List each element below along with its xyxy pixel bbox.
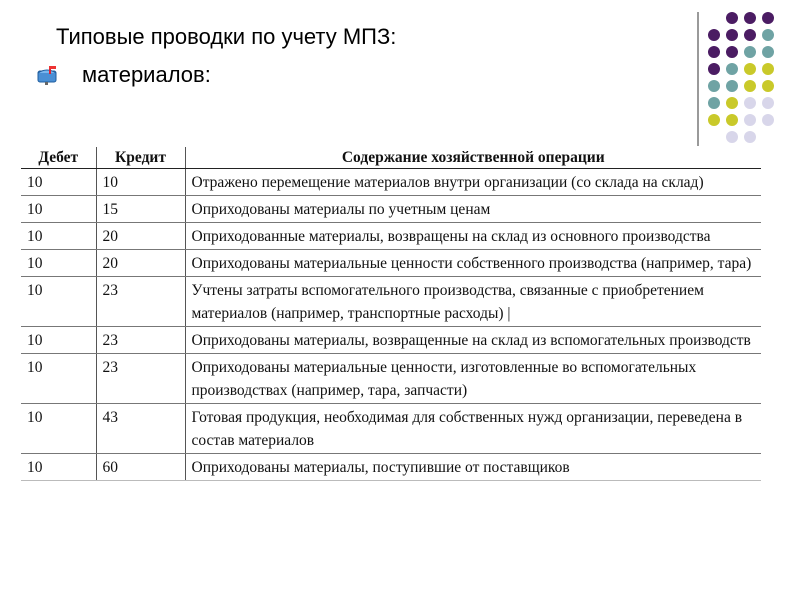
decor-dot bbox=[762, 12, 774, 24]
decor-dot bbox=[726, 80, 738, 92]
table-row bbox=[21, 250, 761, 277]
cell-credit: 43 bbox=[96, 404, 185, 454]
decor-dot bbox=[708, 29, 720, 41]
cell-debit: 10 bbox=[21, 250, 96, 277]
decor-dot bbox=[708, 80, 720, 92]
cell-debit: 10 bbox=[21, 223, 96, 250]
decor-dot bbox=[762, 114, 774, 126]
cell-credit: 10 bbox=[96, 169, 185, 196]
decor-dot bbox=[726, 29, 738, 41]
decor-dot bbox=[726, 131, 738, 143]
cell-operation: Оприходованы материалы по учетным ценам bbox=[185, 196, 761, 223]
cell-operation: Оприходованы материалы, возвращенные на склад из вспомогательных производств bbox=[185, 327, 761, 354]
cell-debit: 10 bbox=[21, 454, 96, 481]
cell-credit: 20 bbox=[96, 223, 185, 250]
decor-dot bbox=[744, 29, 756, 41]
cell-credit: 23 bbox=[96, 327, 185, 354]
slide-title: Типовые проводки по учету МПЗ: bbox=[56, 24, 397, 49]
postings-table bbox=[21, 147, 761, 481]
decor-dot bbox=[744, 80, 756, 92]
decor-dot bbox=[726, 114, 738, 126]
table-row bbox=[21, 223, 761, 250]
cell-operation: Оприходованы материалы, поступившие от поставщиков bbox=[185, 454, 761, 481]
cell-operation: Учтены затраты вспомогательного производства, связанные с приобретением материалов (например, транспортные расходы) | bbox=[185, 277, 761, 327]
cell-credit: 15 bbox=[96, 196, 185, 223]
table-row bbox=[21, 454, 761, 481]
table-header-row bbox=[21, 147, 761, 169]
bullet-line bbox=[36, 62, 211, 88]
table-row bbox=[21, 404, 761, 454]
mailbox-icon bbox=[36, 65, 60, 85]
header-credit: Кредит bbox=[96, 147, 185, 169]
decor-dot bbox=[708, 114, 720, 126]
cell-debit: 10 bbox=[21, 327, 96, 354]
cell-debit: 10 bbox=[21, 354, 96, 404]
decor-dot bbox=[708, 46, 720, 58]
table-row bbox=[21, 354, 761, 404]
decor-dot bbox=[744, 12, 756, 24]
cell-operation: Оприходованы материальные ценности, изготовленные во вспомогательных производствах (например, тара, запчасти) bbox=[185, 354, 761, 404]
decor-dot bbox=[762, 97, 774, 109]
decor-dot bbox=[762, 46, 774, 58]
decor-dot bbox=[726, 97, 738, 109]
cell-operation: Отражено перемещение материалов внутри организации (со склада на склад) bbox=[185, 169, 761, 196]
decor-dot bbox=[744, 131, 756, 143]
decor-dot bbox=[744, 97, 756, 109]
table-row bbox=[21, 327, 761, 354]
decor-dot bbox=[726, 63, 738, 75]
decor-dot bbox=[726, 12, 738, 24]
cell-operation: Оприходованы материальные ценности собственного производства (например, тара) bbox=[185, 250, 761, 277]
cell-credit: 20 bbox=[96, 250, 185, 277]
decor-dot bbox=[744, 63, 756, 75]
cell-credit: 60 bbox=[96, 454, 185, 481]
table-row bbox=[21, 169, 761, 196]
cell-debit: 10 bbox=[21, 169, 96, 196]
cell-credit: 23 bbox=[96, 277, 185, 327]
subtitle-text: материалов: bbox=[82, 62, 211, 87]
decor-dot bbox=[708, 63, 720, 75]
decor-dot bbox=[726, 46, 738, 58]
cell-debit: 10 bbox=[21, 277, 96, 327]
decor-dot bbox=[762, 29, 774, 41]
cell-credit: 23 bbox=[96, 354, 185, 404]
cell-operation: Оприходованные материалы, возвращены на склад из основного производства bbox=[185, 223, 761, 250]
decor-dot bbox=[762, 80, 774, 92]
cell-operation: Готовая продукция, необходимая для собственных нужд организации, переведена в состав материалов bbox=[185, 404, 761, 454]
decor-divider bbox=[697, 12, 699, 146]
table-row bbox=[21, 196, 761, 223]
decor-dot bbox=[762, 63, 774, 75]
decor-dot bbox=[744, 46, 756, 58]
decor-dot bbox=[744, 114, 756, 126]
cell-debit: 10 bbox=[21, 404, 96, 454]
header-operation: Содержание хозяйственной операции bbox=[185, 147, 761, 169]
header-debit: Дебет bbox=[21, 147, 96, 169]
decor-dot bbox=[708, 97, 720, 109]
cell-debit: 10 bbox=[21, 196, 96, 223]
table-row bbox=[21, 277, 761, 327]
